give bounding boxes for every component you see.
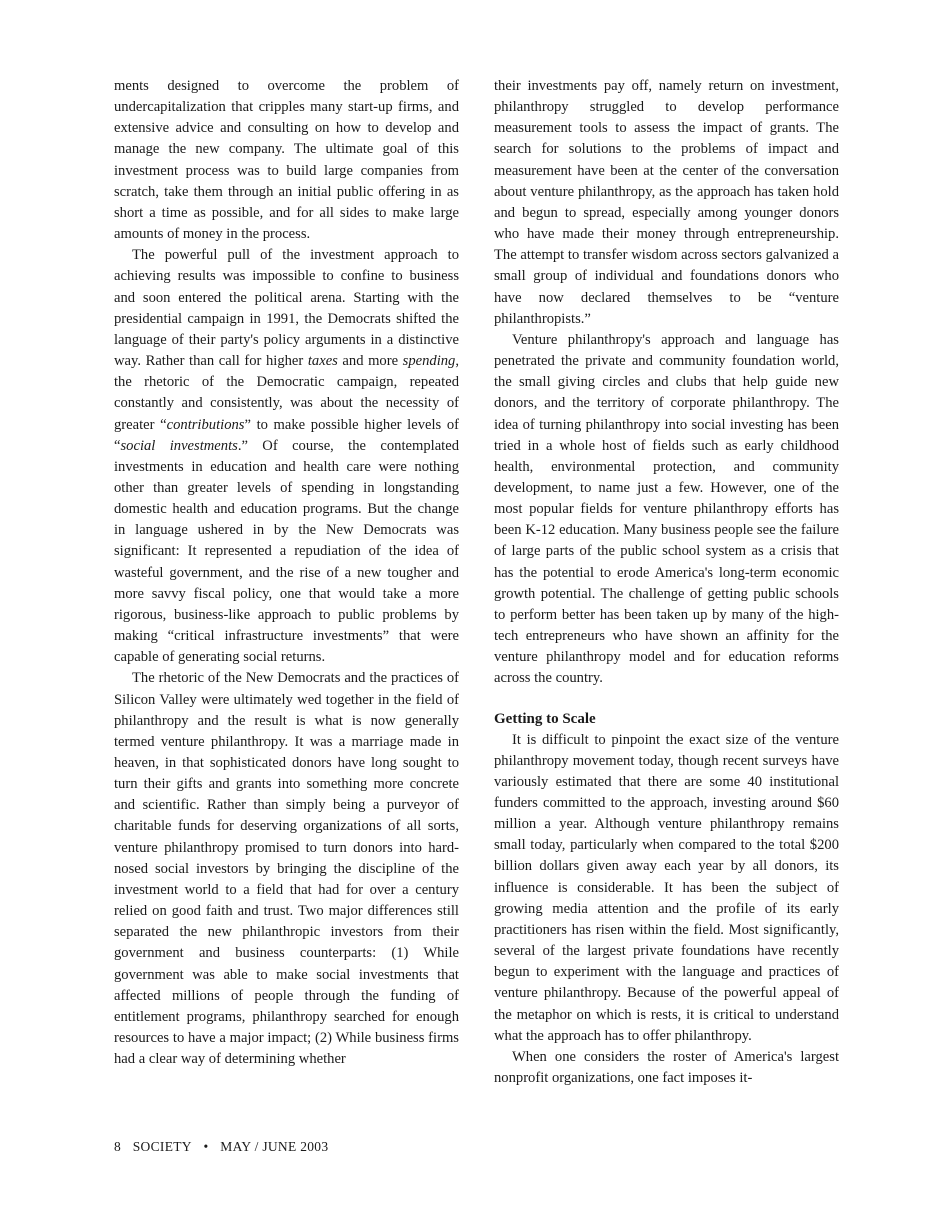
paragraph (114, 76, 459, 245)
text-run: .” Of course, the contemplated investments in education and health care were nothing other than greater levels of spending in longstanding domestic health and education programs. But the change in language ushered in by the New Democrats was significant: It represented a repudiation of the idea of wasteful government, and the rise of a new tougher and more savvy fiscal policy, one that would take a more rigorous, business-like approach to public problems by making “critical infrastructure investments” that were capable of generating social returns. (114, 437, 459, 666)
italic-text: social investments (120, 437, 238, 454)
right-column-intro (494, 76, 839, 690)
italic-text: spending (402, 353, 456, 370)
paragraph (114, 245, 459, 668)
text-run: ments designed to overcome the problem of undercapitalization that cripples many start-up firms, and extensive advice and consulting on how to develop and manage the new company. The ultimate goal of this investment process was to build large companies from scratch, take them through an initial public offering in as short a time as possible, and for all sides to make large amounts of money in the process. (114, 78, 459, 243)
paragraph (494, 1047, 839, 1089)
issue-date: MAY / JUNE 2003 (220, 1139, 329, 1154)
text-run: The rhetoric of the New Democrats and the practices of Silicon Valley were ultimately wed together in the field of philanthropy and the result is what is now generally termed venture philanthropy. It was a marriage made in heaven, in that sophisticated donors have long sought to turn their gifts and grants into something more concrete and scientific. Rather than simply being a purveyor of charitable funds for deserving organizations of all sorts, venture philanthropy promised to turn donors into hard-nosed social investors by bringing the discipline of the investment world to a field that had for over a century relied on good faith and trust. Two major differences still separated the new philanthropic investors from their government and business counterparts: (1) While government was able to make social investments that affected millions of people through the funding of entitlement programs, philanthropy searched for enough resources to have a major impact; (2) While business firms had a clear way of determining whether (114, 670, 459, 1068)
text-run: ” to make possible higher levels of “ (114, 416, 459, 454)
italic-text: contributions (166, 416, 245, 433)
paragraph (494, 730, 839, 1047)
italic-text: taxes (307, 353, 338, 370)
paragraph (494, 76, 839, 330)
text-run: and more (337, 353, 403, 370)
paragraph (494, 330, 839, 690)
journal-name: SOCIETY (132, 1139, 192, 1154)
text-run: When one considers the roster of America's largest nonprofit organizations, one fact imposes it- (494, 1048, 839, 1087)
page-footer (114, 1139, 336, 1155)
right-column-section-body (494, 730, 839, 1090)
right-column (494, 76, 839, 1089)
page-number: 8 (114, 1139, 122, 1154)
left-column (114, 76, 459, 1070)
text-run: , the rhetoric of the Democratic campaign, repeated constantly and consistently, was about the necessity of greater “ (114, 353, 459, 433)
footer-separator: • (203, 1139, 209, 1154)
text-run: their investments pay off, namely return on investment, philanthropy struggled to develop performance measurement tools to assess the impact of grants. The search for solutions to the problems of impact and measurement have been at the center of the conversation about venture philanthropy, as the approach has taken hold and begun to spread, especially among younger donors who have made their money through entrepreneurship. The attempt to transfer wisdom across sectors galvanized a small group of individual and foundations donors who have now declared themselves to be “venture philanthropists.” (494, 78, 839, 327)
text-run: Venture philanthropy's approach and language has penetrated the private and community foundation world, the small giving circles and clubs that help guide new donors, and the territory of corporate philanthropy. The idea of turning philanthropy into social investing has been tried in a whole host of fields such as early childhood health, environmental protection, and community development, to name just a few. However, one of the most popular fields for venture philanthropy efforts has been K-12 education. Many business people see the failure of large parts of the public school system as a crisis that has the potential to erode America's long-term economic growth potential. The challenge of getting public schools to perform better has been taken up by many of the high-tech entrepreneurs who have shown an affinity for the venture philanthropy model and for education reforms across the country. (494, 331, 839, 687)
section-heading: Getting to Scale (494, 710, 596, 727)
text-run: It is difficult to pinpoint the exact size of the venture philanthropy movement today, though recent surveys have variously estimated that there are some 40 institutional funders committed to the approach, investing around $60 million a year. Although venture philanthropy remains small today, particularly when compared to the total $200 billion dollars given away each year by all donors, its influence is considerable. It has been the subject of growing media attention and the profile of its early practitioners has risen within the field. Most significantly, several of the largest private foundations have recently begun to experiment with the language and practices of venture philanthropy. Because of the powerful appeal of the metaphor on which is rests, it is critical to understand what the approach has to offer philanthropy. (494, 731, 839, 1044)
text-run: The powerful pull of the investment approach to achieving results was impossible to confine to business and soon entered the political arena. Starting with the presidential campaign in 1991, the Democrats shifted the language of their party's policy arguments in a distinctive way. Rather than call for higher (114, 247, 459, 370)
paragraph (114, 668, 459, 1070)
